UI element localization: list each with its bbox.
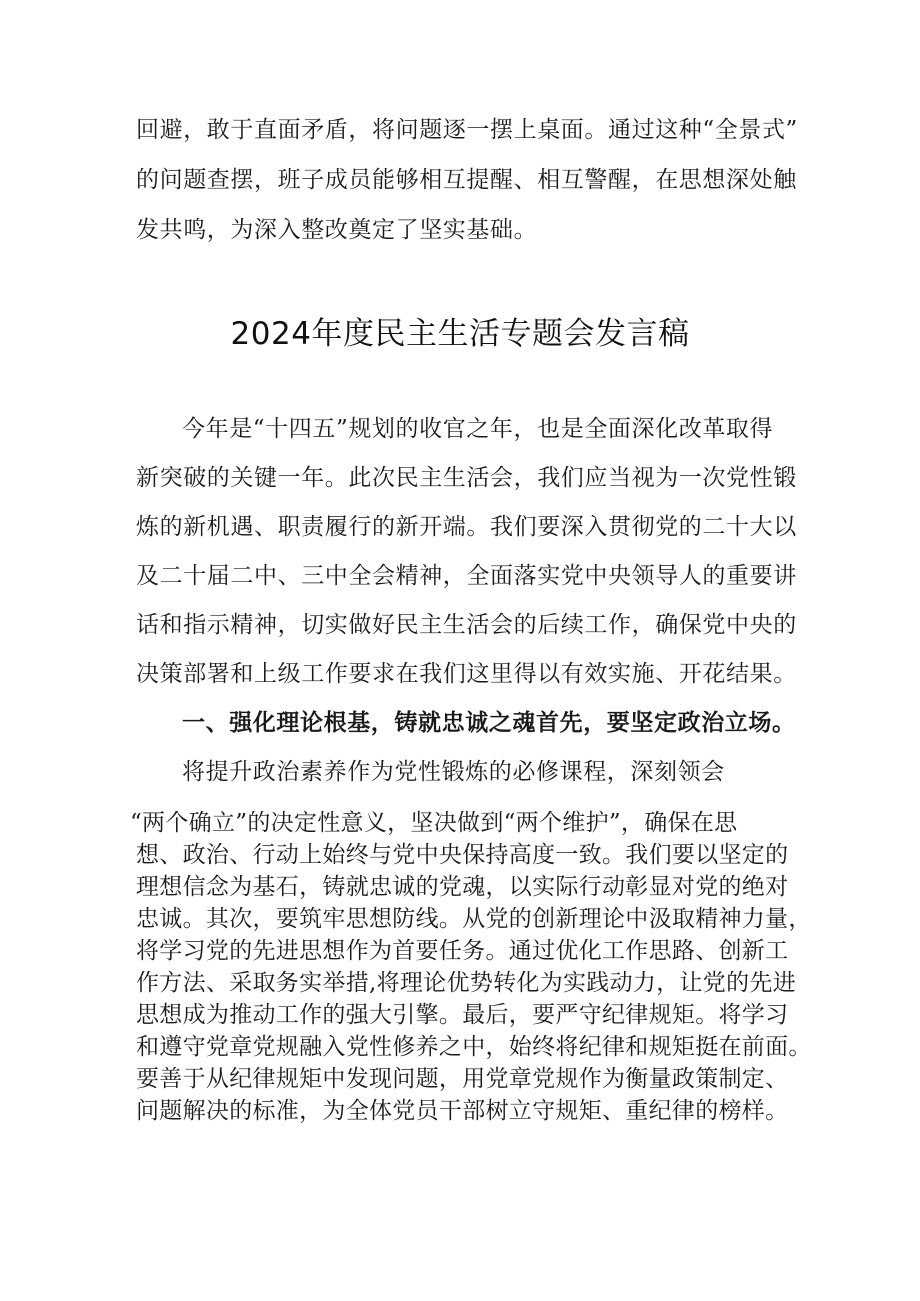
intro-line-2: 新突破的关键一年。此次民主生活会，我们应当视为一次党性锻 [136,465,797,491]
section-body-line-4: 忠诚。其次，要筑牢思想防线。从党的创新理论中汲取精神力量， [136,906,812,932]
section-heading: 一、强化理论根基，铸就忠诚之魂首先，要坚定政治立场。 [182,709,796,736]
intro-line-1: 今年是“十四五”规划的收官之年，也是全面深化改革取得 [182,416,774,442]
document-title: 2024年度民主生活专题会发言稿 [230,316,690,352]
section-body-line-10: 问题解决的标准，为全体党员干部树立守规矩、重纪律的榜样。 [136,1098,789,1124]
section-body-line-5: 将学习党的先进思想作为首要任务。通过优化工作思路、创新工 [136,938,789,964]
intro-line-3: 炼的新机遇、职责履行的新开端。我们要深入贯彻党的二十大以 [136,514,797,540]
intro-line-5: 话和指示精神，切实做好民主生活会的后续工作，确保党中央的 [136,612,797,638]
section-body-line-9: 要善于从纪律规矩中发现问题，用党章党规作为衡量政策制定、 [136,1066,789,1092]
section-body-line-3: 理想信念为基石，铸就忠诚的党魂，以实际行动彰显对党的绝对 [136,874,789,900]
continuation-line-2: 的问题查摆，班子成员能够相互提醒、相互警醒，在思想深处触 [136,167,797,193]
intro-line-4: 及二十届二中、三中全会精神，全面落实党中央领导人的重要讲 [136,563,797,589]
intro-line-6: 决策部署和上级工作要求在我们这里得以有效实施、开花结果。 [136,661,797,687]
section-body-line-2: 想、政治、行动上始终与党中央保持高度一致。我们要以坚定的 [136,842,789,868]
continuation-line-3: 发共鸣，为深入整改奠定了坚实基础。 [136,217,538,243]
section-body-line-1: “两个确立”的决定性意义，坚决做到“两个维护”，确保在思 [130,810,738,836]
section-body-first-line: 将提升政治素养作为党性锻炼的必修课程，深刻领会 [182,759,725,785]
section-body-line-6: 作方法、采取务实举措,将理论优势转化为实践动力，让党的先进 [136,970,797,996]
continuation-line-1: 回避，敢于直面矛盾，将问题逐一摆上桌面。通过这种“全景式” [136,117,798,143]
section-body-line-7: 思想成为推动工作的强大引擎。最后，要严守纪律规矩。将学习 [136,1002,789,1028]
section-body-line-8: 和遵守党章党规融入党性修养之中，始终将纪律和规矩挺在前面。 [136,1034,812,1060]
